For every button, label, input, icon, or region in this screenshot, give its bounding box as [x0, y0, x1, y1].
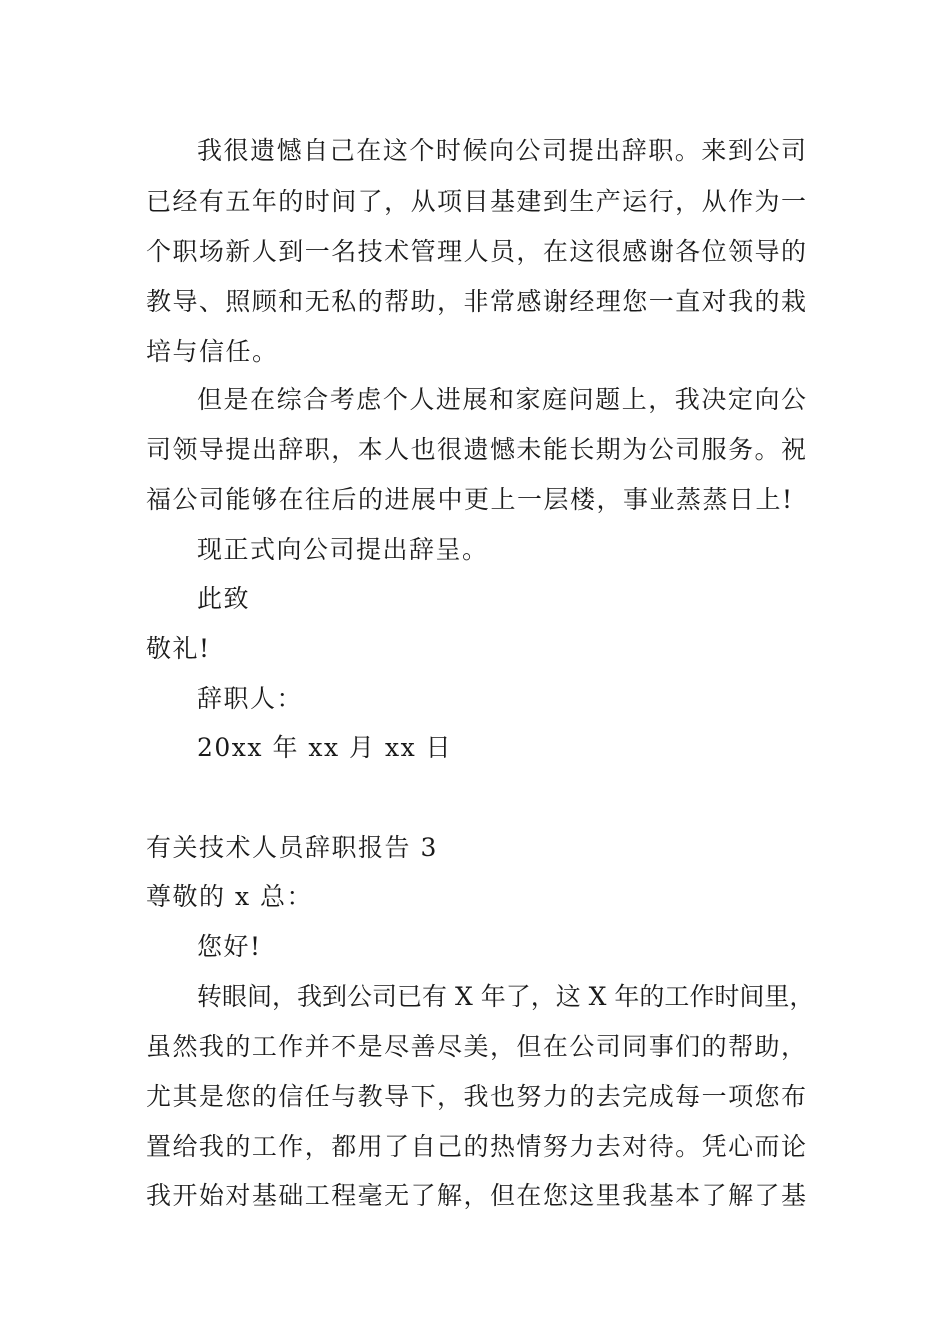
paragraph-line: 但是在综合考虑个人进展和家庭问题上，我决定向公: [197, 385, 806, 414]
paragraph-line: 虽然我的工作并不是尽善尽美，但在公司同事们的帮助，: [146, 1032, 806, 1061]
paragraph-line: 现正式向公司提出辞呈。: [197, 535, 489, 564]
paragraph-line: 福公司能够在往后的进展中更上一层楼，事业蒸蒸日上!: [146, 485, 794, 514]
paragraph-line: 置给我的工作，都用了自己的热情努力去对待。凭心而论: [146, 1132, 806, 1161]
date-line: 20xx 年 xx 月 xx 日: [197, 733, 453, 762]
paragraph-line: 已经有五年的时间了，从项目基建到生产运行，从作为一: [146, 187, 806, 216]
salutation: 尊敬的 x 总：: [146, 882, 313, 911]
closing-line: 敬礼!: [146, 634, 211, 663]
paragraph-line: 培与信任。: [146, 337, 279, 366]
paragraph-line: 个职场新人到一名技术管理人员，在这很感谢各位领导的: [146, 237, 806, 266]
signature-label: 辞职人：: [197, 684, 304, 713]
paragraph-line: 转眼间，我到公司已有 X 年了，这 X 年的工作时间里，: [197, 982, 815, 1011]
paragraph-line: 我开始对基础工程毫无了解，但在您这里我基本了解了基: [146, 1181, 806, 1210]
paragraph-line: 我很遗憾自己在这个时候向公司提出辞职。来到公司: [197, 136, 806, 165]
closing-line: 此致: [197, 584, 251, 613]
greeting: 您好!: [197, 932, 262, 961]
paragraph-line: 尤其是您的信任与教导下，我也努力的去完成每一项您布: [146, 1082, 806, 1111]
paragraph-line: 教导、照顾和无私的帮助，非常感谢经理您一直对我的栽: [146, 287, 806, 316]
section-title: 有关技术人员辞职报告 3: [146, 833, 438, 862]
paragraph-line: 司领导提出辞职，本人也很遗憾未能长期为公司服务。祝: [146, 435, 806, 464]
